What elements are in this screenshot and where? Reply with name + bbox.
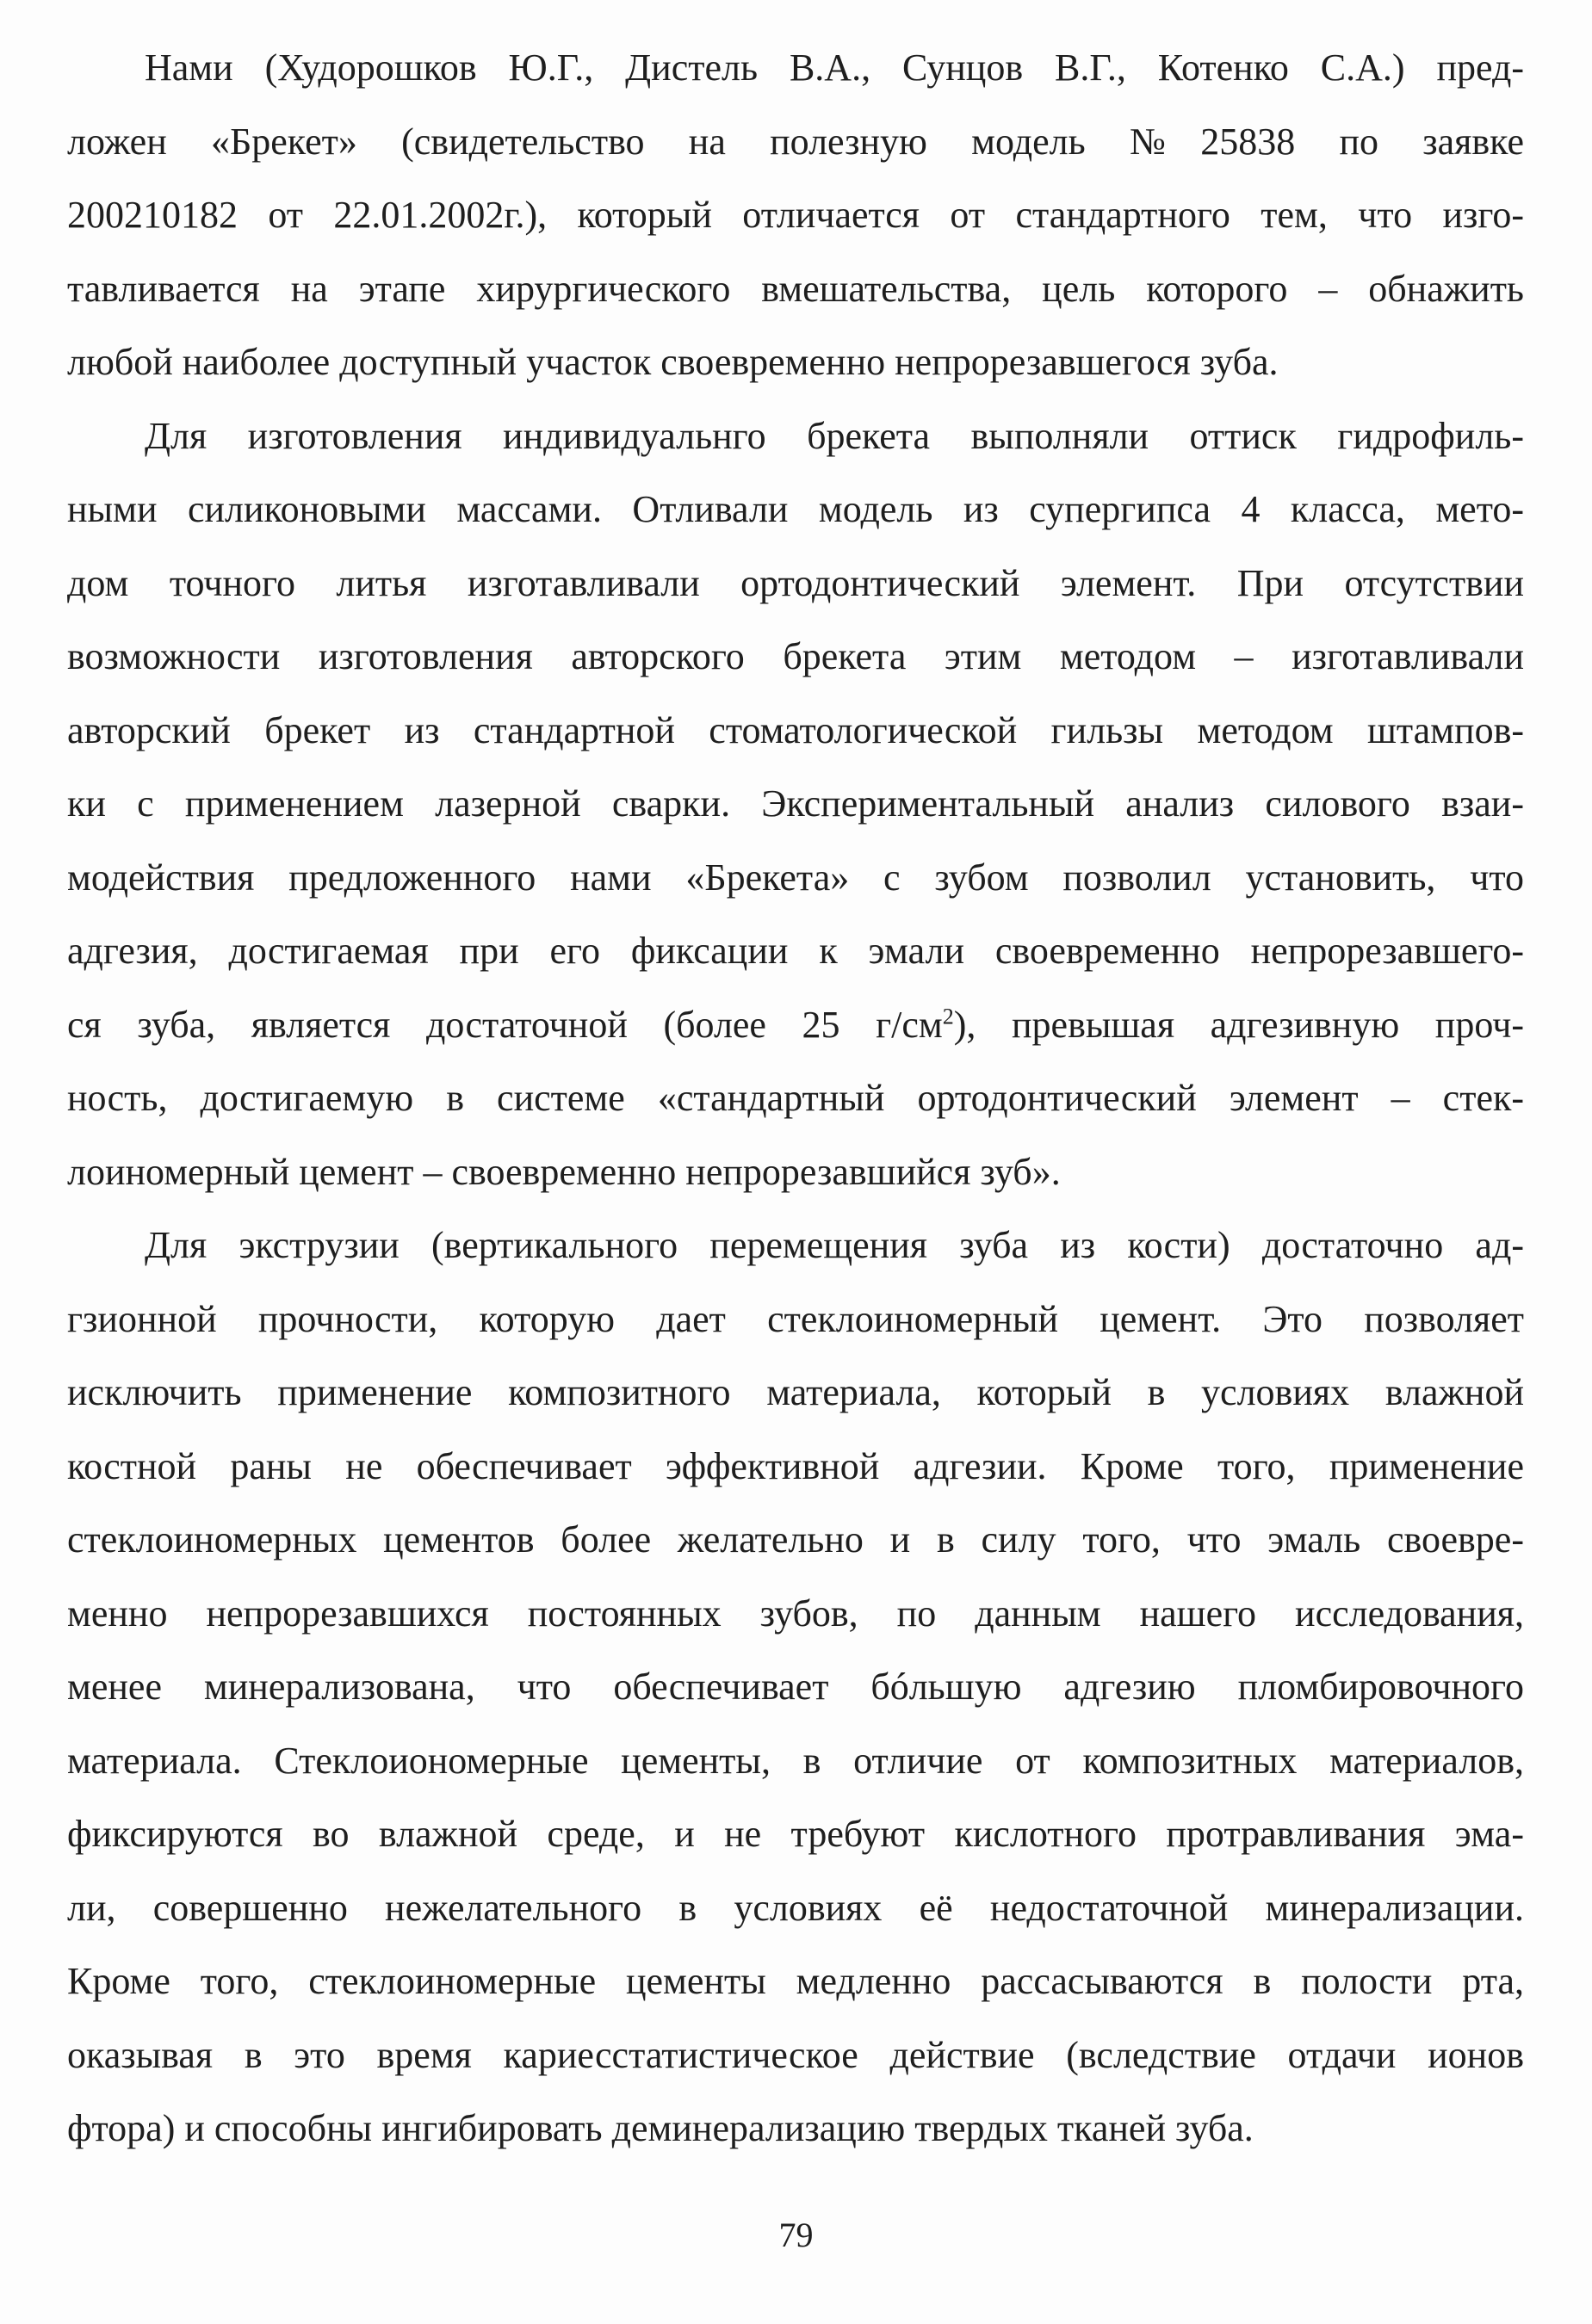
text-line: лоиномерный цемент – своевременно непрорезавшийся зуб». — [67, 1150, 1061, 1193]
page-number: 79 — [778, 2216, 814, 2254]
text-line: ность, достигаемую в системе «стандартный ортодонтический элемент – стек- — [67, 1077, 1524, 1119]
paragraph-1 — [67, 31, 1524, 399]
text-line: менно непрорезавшихся постоянных зубов, по данным нашего исследования, — [67, 1592, 1524, 1635]
text-line: фиксируются во влажной среде, и не требуют кислотного протравливания эма- — [67, 1813, 1524, 1855]
text-line: оказывая в это время кариесстатистическое действие (вследствие отдачи ионов — [67, 2033, 1524, 2076]
text-line: фтора) и способны ингибировать деминерализацию твердых тканей зуба. — [67, 2107, 1254, 2149]
text-line: ки с применением лазерной сварки. Экспериментальный анализ силового взаи- — [67, 782, 1524, 825]
text-line: ными силиконовыми массами. Отливали модель из супергипса 4 класса, мето- — [67, 488, 1524, 530]
text-line: Для изготовления индивидуальнго брекета выполняли оттиск гидрофиль- — [145, 414, 1524, 457]
text-line-with-superscript — [67, 988, 1524, 1062]
text-line: любой наиболее доступный участок своевременно непрорезавшегося зуба. — [67, 341, 1279, 383]
text-line: ли, совершенно нежелательного в условиях её недостаточной минерализации. — [67, 1886, 1524, 1929]
text-line: авторский брекет из стандартной стоматологической гильзы методом штампов- — [67, 708, 1524, 751]
text-line: Кроме того, стеклоиномерные цементы медленно рассасываются в полости рта, — [67, 1960, 1524, 2002]
text-segment: ), превышая адгезивную проч- — [953, 1003, 1524, 1046]
text-line: стеклоиномерных цементов более желательно и в силу того, что эмаль своевре- — [67, 1518, 1524, 1561]
text-segment: ся зуба, является достаточной (более 25 г/см — [67, 1003, 943, 1046]
text-line: модействия предложенного нами «Брекета» с зубом позволил установить, что — [67, 856, 1524, 899]
text-line: менее минерализована, что обеспечивает бóльшую адгезию пломбировочного — [67, 1666, 1524, 1708]
text-line: 200210182 от 22.01.2002г.), который отличается от стандартного тем, что изго- — [67, 194, 1524, 236]
text-line: материала. Стеклоиономерные цементы, в отличие от композитных материалов, — [67, 1739, 1524, 1782]
text-line: ложен «Брекет» (свидетельство на полезную модель №25838 по заявке — [67, 120, 1524, 163]
text-line: адгезия, достигаемая при его фиксации к эмали своевременно непрорезавшего- — [67, 930, 1524, 972]
paragraph-3 — [67, 1208, 1524, 2166]
text-line: исключить применение композитного материала, который в условиях влажной — [67, 1371, 1524, 1413]
body-text — [67, 31, 1524, 2166]
text-line: гзионной прочности, которую дает стеклоиномерный цемент. Это позволяет — [67, 1297, 1524, 1340]
text-line: тавливается на этапе хирургического вмешательства, цель которого – обнажить — [67, 267, 1524, 310]
text-line: Нами (Худорошков Ю.Г., Дистель В.А., Сунцов В.Г., Котенко С.А.) пред- — [145, 46, 1524, 89]
text-line: дом точного литья изготавливали ортодонтический элемент. При отсутствии — [67, 561, 1524, 604]
text-line: возможности изготовления авторского брекета этим методом – изготавливали — [67, 635, 1524, 677]
superscript: 2 — [942, 1003, 954, 1029]
text-line: Для экструзии (вертикального перемещения зуба из кости) достаточно ад- — [145, 1224, 1524, 1266]
paragraph-2 — [67, 399, 1524, 1209]
text-line: костной раны не обеспечивает эффективной адгезии. Кроме того, применение — [67, 1444, 1524, 1487]
